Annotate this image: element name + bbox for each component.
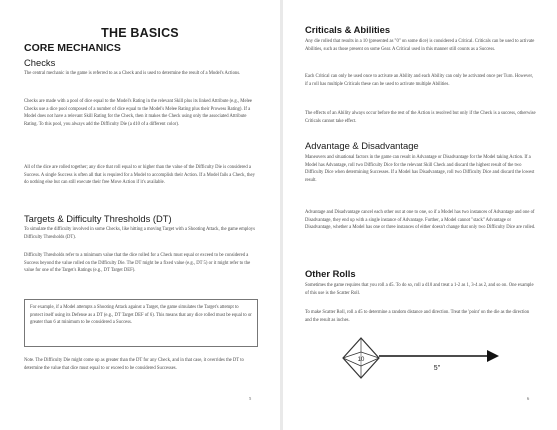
note-paragraph: Note. The Difficulty Die might come up as greater than the DT for any Check, and in that case, it overrides the DT to determine the value that dice must equal to or exceed to be considered Successes. bbox=[24, 358, 244, 371]
criticals-heading: Criticals & Abilities bbox=[305, 24, 391, 35]
criticals-paragraph-1: Any die rolled that results in a 10 (presented as "0" on some dice) is considered a Critical. Criticals can be used to activate Abilities, such as those present on some Gear. A Critical used in this manner still counts as a Success. bbox=[305, 39, 535, 52]
distance-label: 5" bbox=[433, 365, 441, 372]
advantage-paragraph-1: Maneuvers and situational factors in the game can result in Advantage or Disadvantage for the Model taking Action. If a Model has Advantage, roll two Difficulty Dice for the relevant Skill Check and discard the highest result of the two Difficulty Dice when determining Successes. If a Model has Disadvantage, roll two Difficulty Dice and discard the lowest result. bbox=[305, 155, 535, 183]
page-number-right: 6 bbox=[527, 396, 530, 401]
targets-paragraph-2: Difficulty Thresholds refer to a minimum value that the dice rolled for a Check must equal or exceed to be considered a Success beyond the value rolled on the Difficulty Die. The DT might be a fixed value (e.g., DT 5) or it might refer to the value for one of the Target's Ratings (e.g., DT Target DEF). bbox=[24, 253, 251, 274]
criticals-paragraph-2: Each Critical can only be used once to activate an Ability and each Ability can only be activated once per Turn. However, if a roll has multiple Criticals these can be used to activate multiple Abilities. bbox=[305, 74, 533, 87]
checks-heading: Checks bbox=[24, 57, 56, 68]
other-rolls-paragraph-1: Sometimes the game requires that you roll a d5. To do so, roll a d10 and treat a 1-2 as 1, 3-4 as 2, and so on. One example of this use is the Scatter Roll. bbox=[305, 283, 534, 296]
page-number-left: 5 bbox=[249, 396, 252, 401]
targets-paragraph-1: To simulate the difficulty involved in some Checks, like hitting a moving Target with a Shooting Attack, the game employs Difficulty Thresholds (DT). bbox=[24, 227, 255, 240]
right-page bbox=[283, 0, 557, 430]
targets-heading: Targets & Difficulty Thresholds (DT) bbox=[24, 213, 172, 224]
page-title: THE BASICS bbox=[101, 26, 179, 40]
criticals-paragraph-3: The effects of an Ability always occur before the rest of the Action is resolved but only if the Check is a success, otherwise Criticals cannot take effect. bbox=[305, 111, 536, 124]
scatter-arrow bbox=[379, 350, 499, 362]
d10-die-icon bbox=[343, 338, 379, 378]
advantage-heading: Advantage & Disadvantage bbox=[305, 140, 419, 151]
example-text: For example, if a Model attempts a Shooting Attack against a Target, the game simulates the Target's attempt to protect itself using its Defense as a DT (e.g., DT Target DEF of 6). This means that any dice rolled must be equal to or greater than 6 at minimum to be considered a Success. bbox=[30, 305, 252, 326]
checks-paragraph-3: All of the dice are rolled together; any dice that roll equal to or higher than the value of the Difficulty Die is considered a Success. A single Success is often all that is required for a Model to accomplish their Action. If a Model fails a Check, they do nothing else but can still execute their free Move Action if it's available. bbox=[24, 165, 255, 186]
die-face-label: 10 bbox=[357, 357, 365, 363]
other-rolls-paragraph-2: To make Scatter Roll, roll a d5 to determine a random distance and direction. Treat the 'point' on the die as the direction and the result as inches. bbox=[305, 310, 530, 323]
advantage-paragraph-2: Advantage and Disadvantage cancel each other out at one to one, so if a Model has two instances of Advantage and one of Disadvantage, they end up with a single instance of Advantage. Further, a Model cannot "stack" Advantage or Disadvantage, whether a Model has one or three instances of either doesn't change that only two Difficulty Dice are rolled. bbox=[305, 210, 536, 231]
checks-paragraph-2: Checks are made with a pool of dice equal to the Model's Rating in the relevant Skill plus its linked Attribute (e.g., Melee Checks use a dice pool composed of a number of dice equal to the Model's Melee Rating plus their Prowess Rating). If a Model does not have a relevant Skill Rating for the Check, then it makes the Check using only the associated Attribute Rating. To this pool, you always add the Difficulty Die (a d10 of a different color). bbox=[24, 99, 253, 127]
checks-paragraph-1: The central mechanic in the game is referred to as a Check and is used to determine the result of a Model's Actions. bbox=[24, 71, 241, 76]
core-mechanics-heading: CORE MECHANICS bbox=[24, 42, 121, 54]
example-box bbox=[24, 299, 258, 347]
other-rolls-heading: Other Rolls bbox=[305, 268, 356, 279]
scatter-diagram bbox=[331, 332, 501, 384]
